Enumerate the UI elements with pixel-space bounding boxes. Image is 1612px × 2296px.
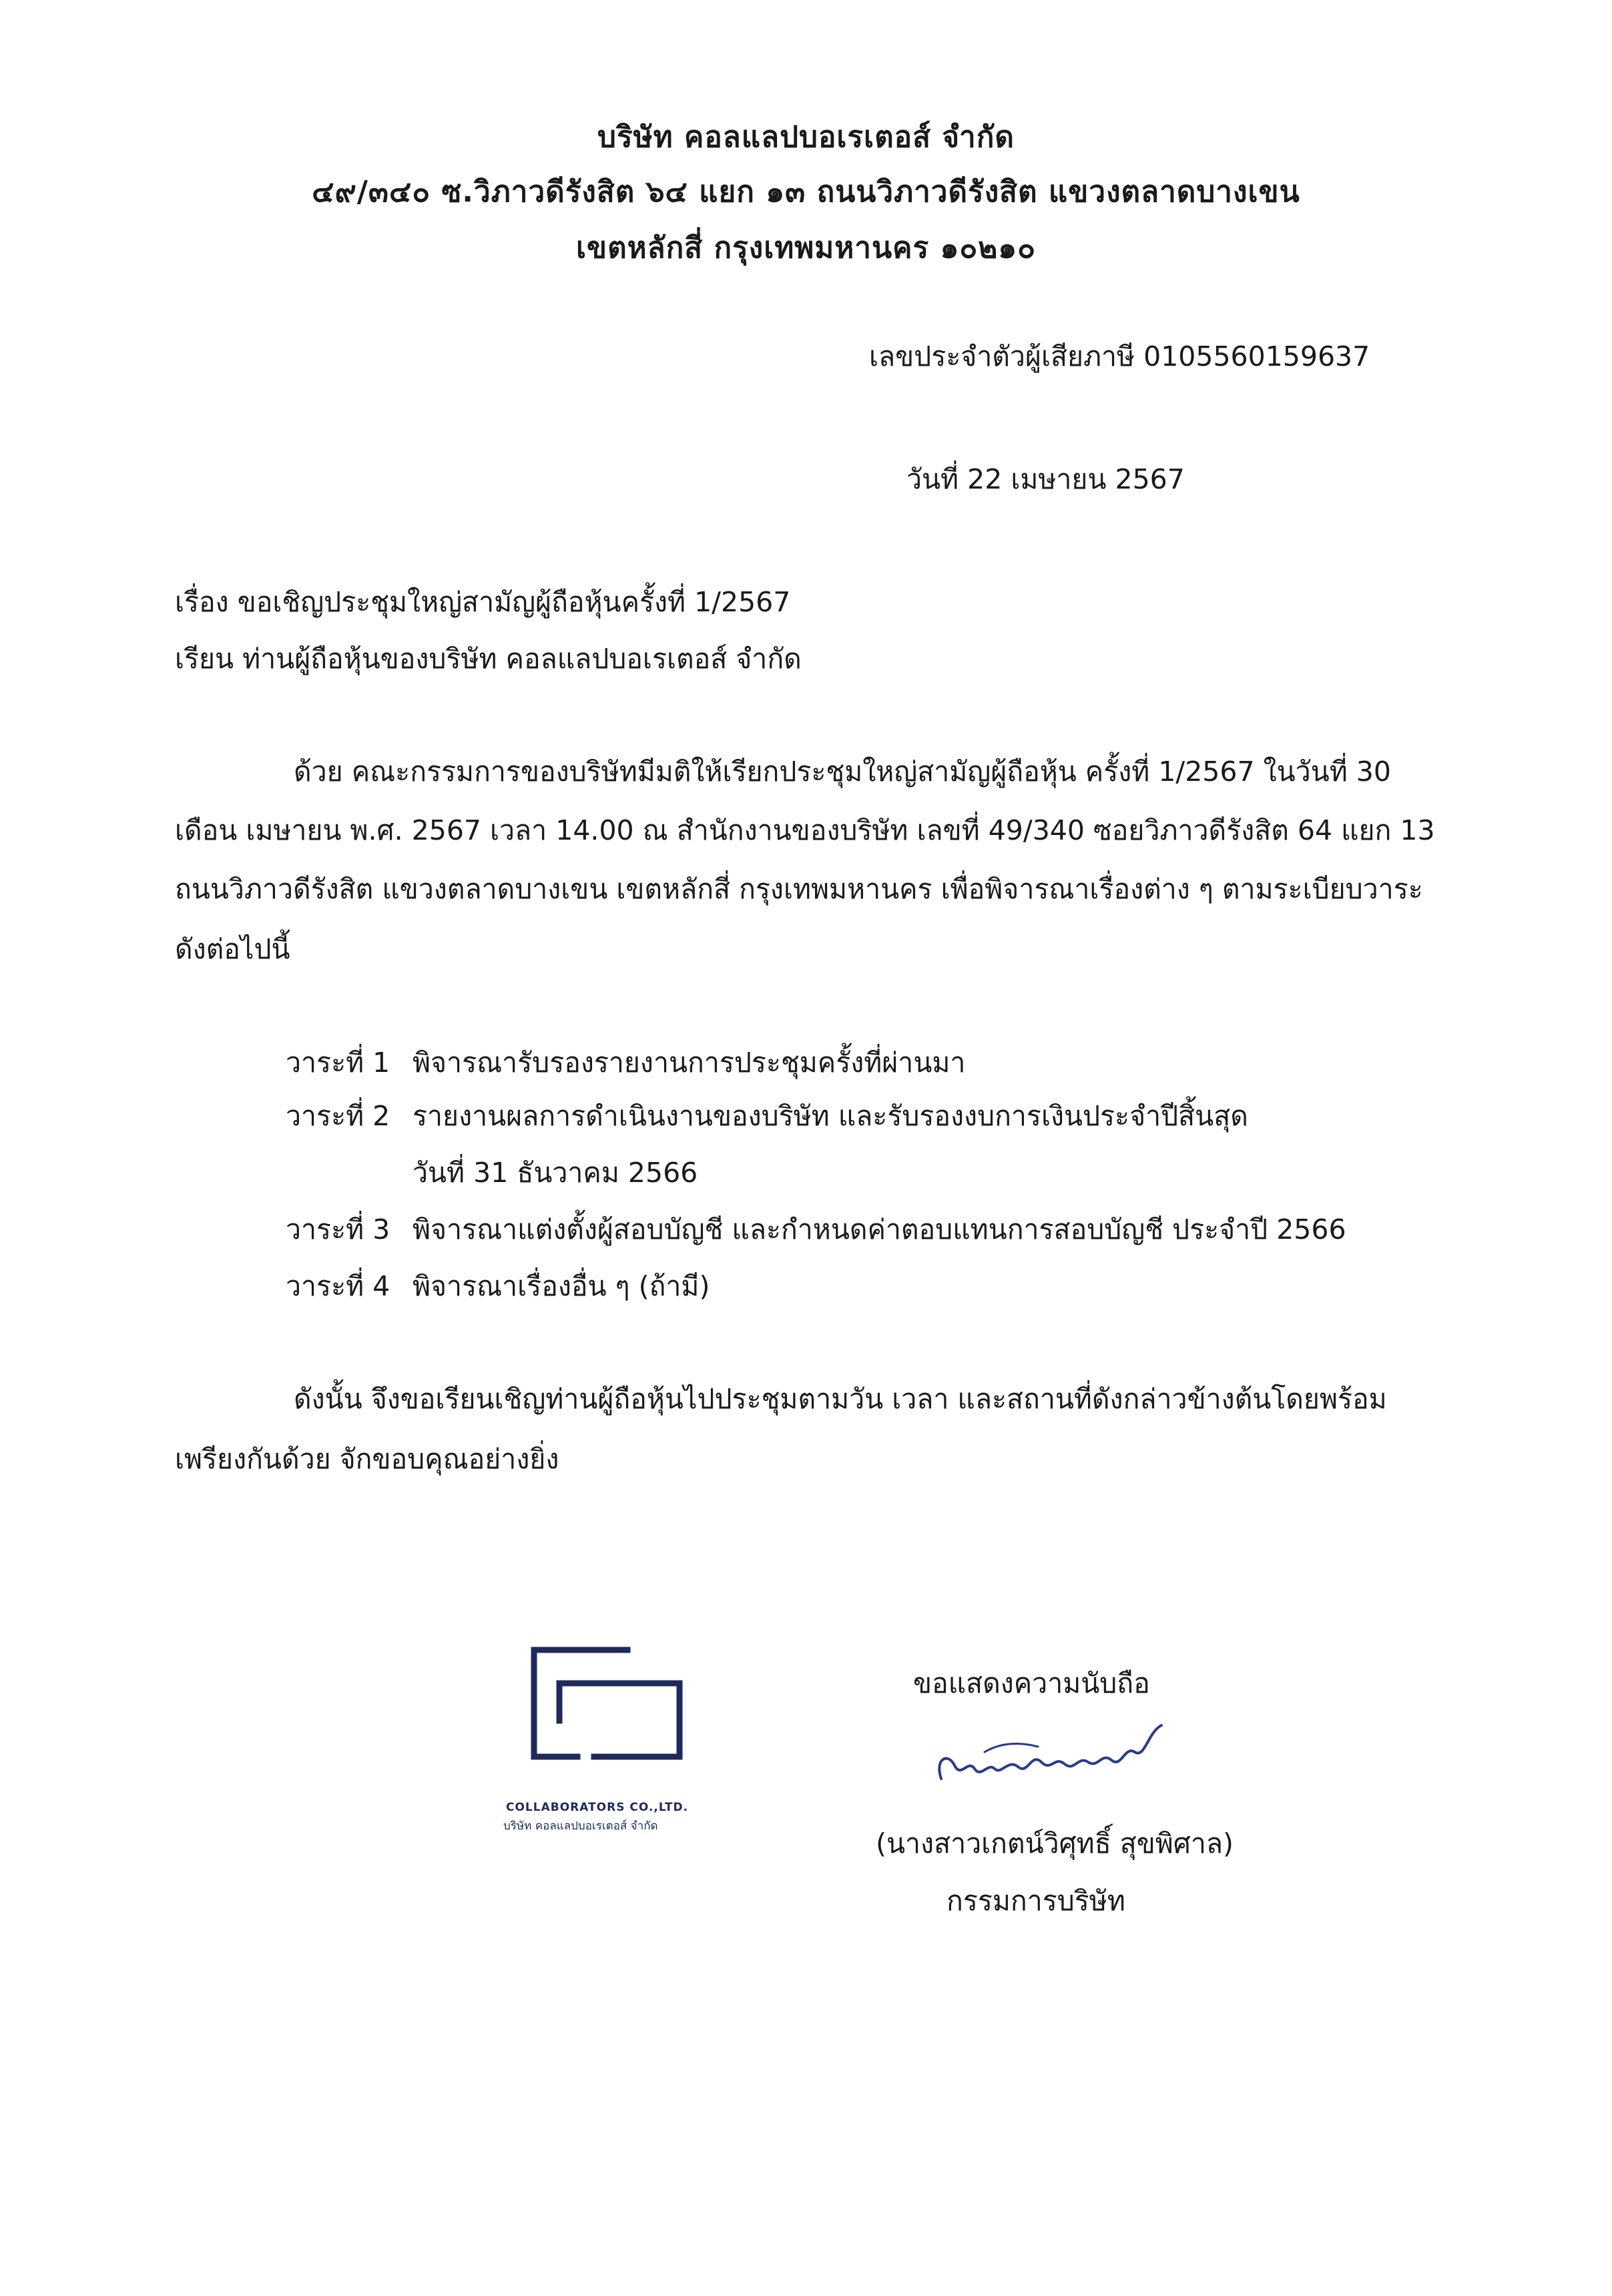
logo-name-th: บริษัท คอลแลปบอเรเตอส์ จำกัด (503, 1819, 658, 1833)
signature (921, 1705, 1188, 1805)
agenda-item-2 (286, 1095, 1248, 1138)
handwritten-signature-icon (921, 1705, 1188, 1805)
address-line-2: เขตหลักสี่ กรุงเทพมหานคร ๑๐๒๑๐ (575, 231, 1037, 265)
agenda-item-3 (286, 1208, 1346, 1251)
closing-line-2: เพรียงกันด้วย จักขอบคุณอย่างยิ่ง (175, 1443, 559, 1475)
address-line-1: ๔๙/๓๔๐ ซ.วิภาวดีรังสิต ๖๔ แยก ๑๓ ถนนวิภาวดีรังสิต แขวงตลาดบางเขน (312, 175, 1300, 209)
agenda-number: วาระที่ 4 (286, 1270, 390, 1302)
signatory-name: (นางสาวเกตน์วิศุทธิ์ สุขพิศาล) (876, 1827, 1234, 1859)
agenda-number: วาระที่ 1 (286, 1047, 390, 1079)
intro-line-1: ด้วย คณะกรรมการของบริษัทมีมติให้เรียกประชุมใหญ่สามัญผู้ถือหุ้น ครั้งที่ 1/2567 ในวันที่ 30 (294, 756, 1391, 788)
agenda-text: พิจารณาแต่งตั้งผู้สอบบัญชี และกำหนดค่าตอบแทนการสอบบัญชี ประจำปี 2566 (413, 1213, 1346, 1245)
agenda-text: พิจารณารับรองรายงานการประชุมครั้งที่ผ่านมา (413, 1047, 966, 1079)
letter-date: วันที่ 22 เมษายน 2567 (906, 463, 1185, 495)
agenda-number: วาระที่ 2 (286, 1100, 390, 1132)
closing-line-1: ดังนั้น จึงขอเรียนเชิญท่านผู้ถือหุ้นไปประชุมตามวัน เวลา และสถานที่ดังกล่าวข้างต้นโดยพร้อม (294, 1383, 1387, 1415)
recipient-line: เรียน ท่านผู้ถือหุ้นของบริษัท คอลแลปบอเรเตอส์ จำกัด (175, 643, 802, 675)
intro-line-2: เดือน เมษายน พ.ศ. 2567 เวลา 14.00 ณ สำนักงานของบริษัท เลขที่ 49/340 ซอยวิภาวดีรังสิต 64 แยก 13 (175, 814, 1435, 846)
tax-id: เลขประจำตัวผู้เสียภาษี 0105560159637 (869, 340, 1370, 372)
agenda-item-1 (286, 1041, 965, 1085)
agenda-item-2-continued: วันที่ 31 ธันวาคม 2566 (413, 1157, 698, 1189)
intro-line-3: ถนนวิภาวดีรังสิต แขวงตลาดบางเขน เขตหลักสี่ กรุงเทพมหานคร เพื่อพิจารณาเรื่องต่าง ๆ ตามระเบียบวาระ (175, 873, 1423, 905)
subject-line: เรื่อง ขอเชิญประชุมใหญ่สามัญผู้ถือหุ้นครั้งที่ 1/2567 (175, 586, 791, 618)
logo-name-en: COLLABORATORS CO.,LTD. (506, 1801, 689, 1814)
agenda-item-4 (286, 1265, 710, 1308)
agenda-text: รายงานผลการดำเนินงานของบริษัท และรับรองงบการเงินประจำปีสิ้นสุด (413, 1100, 1248, 1132)
agenda-text: พิจารณาเรื่องอื่น ๆ (ถ้ามี) (413, 1270, 710, 1302)
company-logo (494, 1642, 721, 1842)
intro-line-4: ดังต่อไปนี้ (175, 933, 290, 965)
company-name: บริษัท คอลแลปบอเรเตอส์ จำกัด (597, 120, 1015, 154)
agenda-number: วาระที่ 3 (286, 1213, 390, 1245)
signatory-position: กรรมการบริษัท (947, 1885, 1125, 1917)
regards-text: ขอแสดงความนับถือ (913, 1667, 1150, 1699)
